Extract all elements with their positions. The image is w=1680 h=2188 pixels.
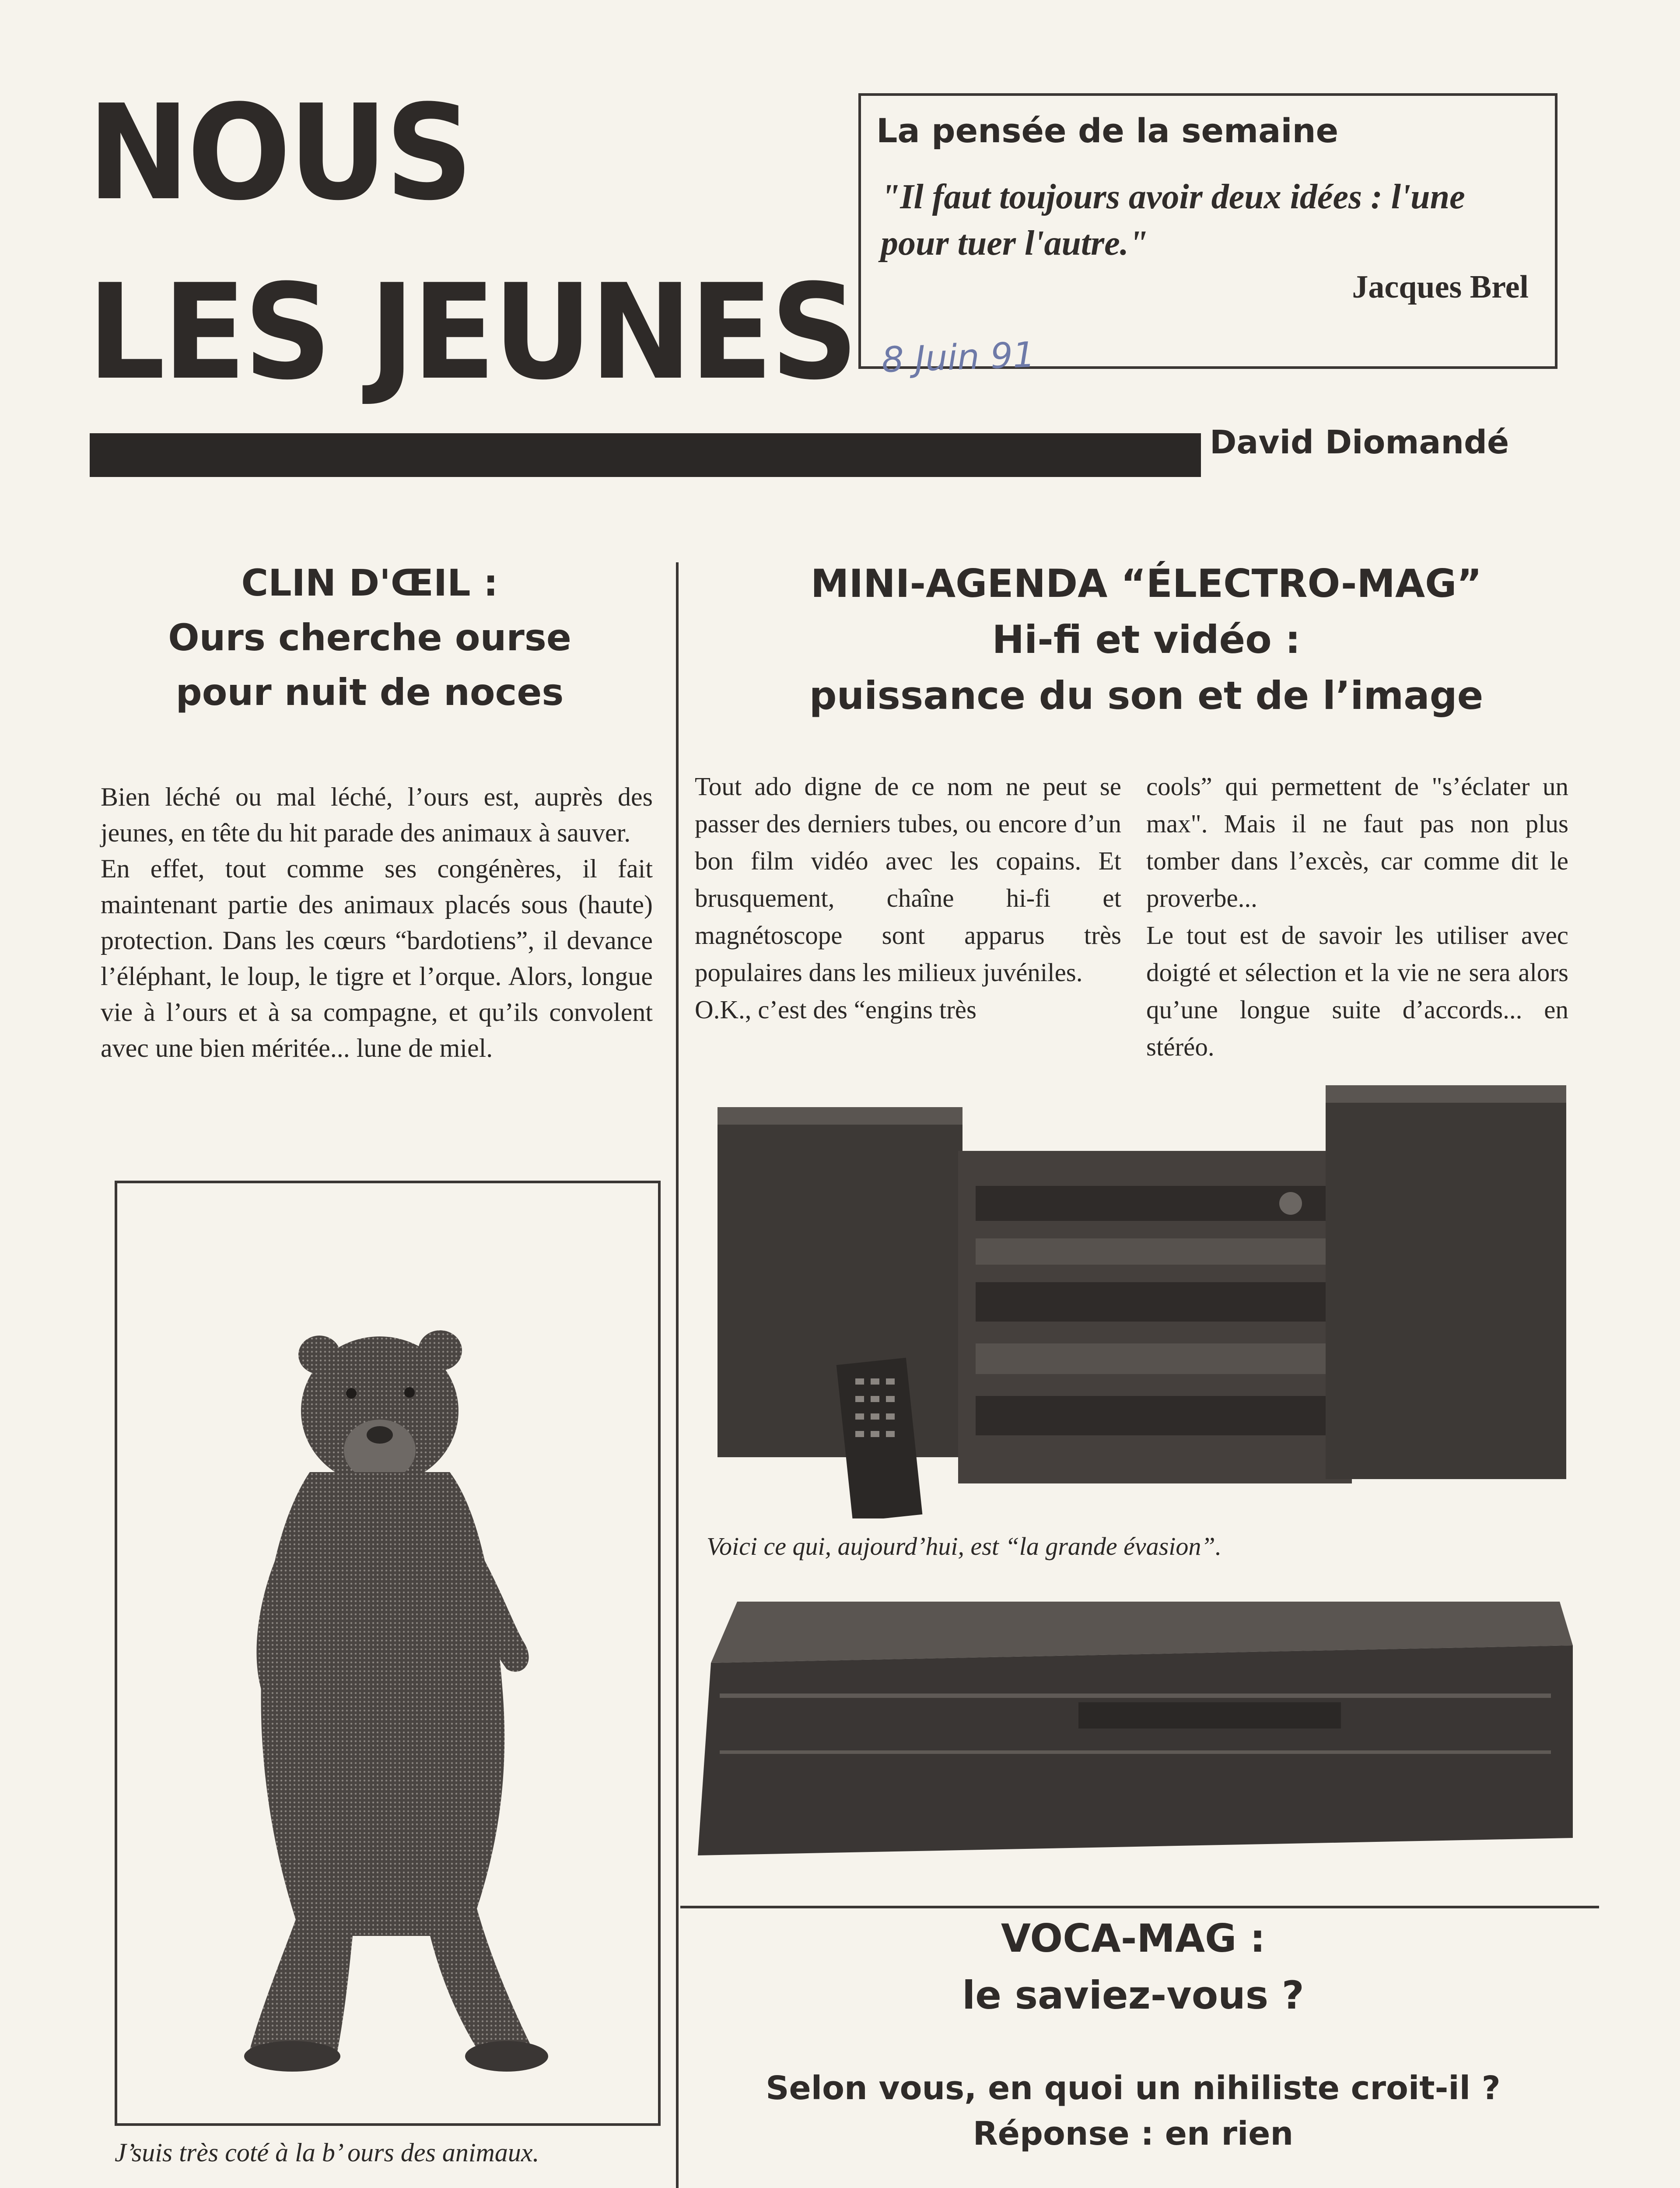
quote-title: La pensée de la semaine: [876, 111, 1339, 150]
stereo-caption: Voici ce qui, aujourd’hui, est “la grande évasion”.: [707, 1532, 1222, 1560]
byline-bar: [90, 433, 1201, 477]
clin-heading-line1: CLIN D'ŒIL :: [241, 561, 498, 604]
clin-article-body: [101, 779, 653, 1066]
masthead-title-line1: NOUS: [88, 77, 471, 229]
mini-agenda-heading-line3: puissance du son et de l’image: [809, 673, 1484, 718]
bear-caption: J’suis très coté à la b’ ours des animaux.: [115, 2138, 539, 2167]
quote-text: "Il faut toujours avoir deux idées : l'une pour tuer l'autre.": [881, 178, 1465, 263]
mini-agenda-paragraph-3: cools” qui permettent de "s’éclater un max". Mais il ne faut pas non plus tomber dans l’excès, car comme dit le proverbe...: [1146, 772, 1568, 912]
voca-question: Selon vous, en quoi un nihiliste croit-il ?: [766, 2069, 1501, 2107]
handwritten-date: 8 Juin 91: [881, 334, 1036, 381]
mini-agenda-paragraph-4: Le tout est de savoir les utiliser avec doigté et sélection et la vie ne sera alors qu’une longue suite d’accords... en stéréo.: [1146, 921, 1568, 1061]
clin-heading-line2: Ours cherche ourse: [168, 616, 571, 659]
mini-agenda-heading-line1: MINI-AGENDA “ÉLECTRO-MAG”: [810, 561, 1482, 606]
voca-answer: Réponse : en rien: [973, 2115, 1294, 2153]
quote-author: Jacques Brel: [1352, 269, 1529, 305]
voca-qa: [696, 2065, 1571, 2156]
mini-agenda-paragraph-2: O.K., c’est des “engins très: [695, 995, 976, 1024]
stereo-system-photo: [713, 1081, 1571, 1518]
vcr-photo: [685, 1593, 1577, 1873]
voca-heading: [696, 1910, 1571, 2024]
stereo-illustration: [713, 1081, 1571, 1518]
bear-illustration: [117, 1183, 658, 2123]
voca-divider: [680, 1906, 1599, 1908]
masthead-title-line2: LES JEUNES: [88, 256, 856, 409]
clin-paragraph-2: En effet, tout comme ses congénères, il fait maintenant partie des animaux placés sous (haute) protection. Dans les cœurs “bardotiens”, il devance l’éléphant, le loup, le tigre et l’orque. Alors, longue vie à l’ours et à sa compagne, et qu’ils convolent avec une bien méritée... lune de miel.: [101, 854, 653, 1062]
bear-photo: [115, 1181, 661, 2126]
clin-paragraph-1: Bien léché ou mal léché, l’ours est, auprès des jeunes, en tête du hit parade des animaux à sauver.: [101, 782, 653, 847]
clin-heading: [92, 556, 648, 720]
voca-heading-line1: VOCA-MAG :: [1001, 1916, 1266, 1961]
clin-heading-line3: pour nuit de noces: [175, 671, 564, 714]
column-divider: [676, 562, 679, 2188]
mini-agenda-paragraph-1: Tout ado digne de ce nom ne peut se passer des derniers tubes, ou encore d’un bon film vidéo avec les copains. Et brusquement, chaîne hi-fi et magnétoscope sont apparus très populaires dans les milieux juvéniles.: [695, 772, 1121, 987]
vcr-illustration: [685, 1593, 1577, 1873]
mini-agenda-column-1: [695, 768, 1121, 1028]
mini-agenda-heading: [709, 556, 1584, 724]
voca-heading-line2: le saviez-vous ?: [962, 1973, 1304, 2018]
byline-author: David Diomandé: [1210, 424, 1509, 461]
mini-agenda-column-2: [1146, 768, 1568, 1066]
quote-box: [858, 93, 1558, 369]
mini-agenda-heading-line2: Hi-fi et vidéo :: [992, 617, 1301, 662]
